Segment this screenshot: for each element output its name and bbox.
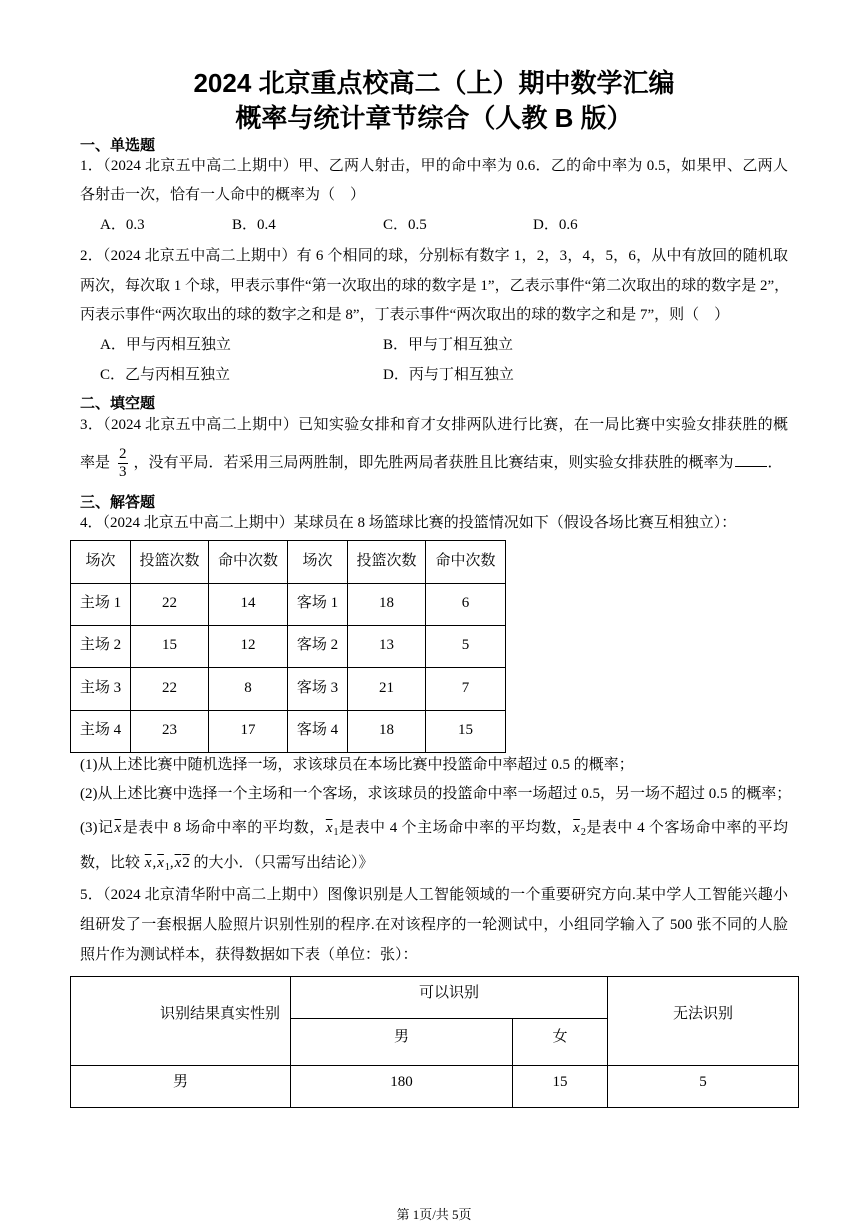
away-made: 7 (426, 668, 506, 711)
home-made: 17 (209, 711, 288, 753)
unrecognized-count: 5 (608, 1066, 799, 1108)
question-1-option-d: D．0.6 (533, 217, 578, 233)
question-4-intro: 4．（2024 北京五中高二上期中）某球员在 8 场篮球比赛的投篮情况如下（假设各场比赛互相独立）： (80, 515, 737, 531)
compare-mean-home-subscript: 1 (164, 862, 170, 873)
home-made: 14 (209, 584, 288, 626)
compare-mean-home: $\overline{x}$ (157, 855, 164, 871)
question-3-text-line-1: 3．（2024 北京五中高二上期中）已知实验女排和育才女排两队进行比赛，在一局比赛中实验女排获胜的概 (80, 417, 788, 433)
question-3-text-after-fraction: ，没有平局．若采用三局两胜制，即先胜两局者获胜且比赛结束，则实验女排获胜的概率为 (133, 455, 734, 471)
table-row (71, 626, 506, 668)
home-attempts: 22 (131, 668, 209, 711)
fraction-denominator: 3 (119, 464, 127, 481)
section-heading-single-choice: 一、单选题 (80, 137, 156, 154)
compare-separator: , (152, 855, 157, 871)
question-3-end-punctuation: ． (767, 455, 783, 471)
question-2-text-line-2: 两次，每次取 1 个球，甲表示事件“第一次取出的球的数字是 1”，乙表示事件“第二次取出的球的数字是 2”， (80, 278, 790, 294)
away-game-label: 客场 2 (288, 626, 348, 668)
question-4-part-2: (2)从上述比赛中选择一个主场和一个客场，求该球员的投篮命中率一场超过 0.5，另一场不超过 0.5 的概率； (80, 786, 792, 802)
question-5-text-line-2: 组研发了一套根据人脸照片识别性别的程序.在对该程序的一轮测试中，小组同学输入了 500 张不同的人脸 (80, 917, 788, 933)
question-5-text-line-3: 照片作为测试样本，获得数据如下表（单位：张）： (80, 947, 418, 963)
mean-away-description: 是表中 4 个客场命中率的平均 (585, 820, 788, 836)
question-1-option-b: B．0.4 (232, 217, 276, 233)
header-true-gender: 识别结果真实性别 (71, 977, 291, 1066)
header-recognized-female: 女 (513, 1019, 608, 1066)
recognized-female-count: 15 (513, 1066, 608, 1108)
home-game-label: 主场 1 (71, 584, 131, 626)
table-row (71, 1066, 799, 1108)
header-home-made: 命中次数 (209, 541, 288, 584)
question-3-text-line-2 (80, 443, 783, 483)
home-attempts: 22 (131, 584, 209, 626)
document-title-line-1: 2024 北京重点校高二（上）期中数学汇编 (193, 68, 675, 98)
answer-blank (735, 454, 767, 467)
fraction-numerator: 2 (119, 446, 127, 463)
question-1-text-line-1: 1．（2024 北京五中高二上期中）甲、乙两人射击，甲的命中率为 0.6．乙的命中率为 0.5，如果甲、乙两人 (80, 158, 788, 174)
question-1-text-line-2: 各射击一次，恰有一人命中的概率为（ ） (80, 187, 366, 203)
mean-all-description: 是表中 8 场命中率的平均数， (122, 820, 325, 836)
away-attempts: 13 (348, 626, 426, 668)
question-5-text-line-1: 5．（2024 北京清华附中高二上期中）图像识别是人工智能领域的一个重要研究方向.某中学人工智能兴趣小 (80, 887, 788, 903)
compare-mean-away-index: 2 (182, 855, 190, 871)
header-unrecognizable: 无法识别 (608, 977, 799, 1066)
mean-all-symbol: $\overline{x}$ (114, 820, 122, 836)
recognized-male-count: 180 (291, 1066, 513, 1108)
mean-home-description: 是表中 4 个主场命中率的平均数， (338, 820, 573, 836)
question-1-option-a: A．0.3 (100, 217, 145, 233)
away-made: 15 (426, 711, 506, 753)
header-home-game: 场次 (71, 541, 131, 584)
home-game-label: 主场 2 (71, 626, 131, 668)
header-recognizable: 可以识别 (291, 977, 608, 1019)
home-game-label: 主场 3 (71, 668, 131, 711)
away-attempts: 18 (348, 711, 426, 753)
table-header-row (71, 541, 506, 584)
away-made: 5 (426, 626, 506, 668)
probability-fraction (118, 446, 128, 481)
question-1-option-c: C．0.5 (383, 217, 427, 233)
home-made: 8 (209, 668, 288, 711)
compare-mean-away: $\overline{x}$ (174, 855, 182, 871)
part-3-compare-suffix: 的大小．（只需写出结论）》 (189, 855, 374, 871)
compare-separator: , (169, 855, 174, 871)
table-row (71, 711, 506, 753)
question-4-part-3-line-2 (80, 853, 374, 873)
question-2-option-c: C．乙与丙相互独立 (100, 367, 231, 383)
mean-away-subscript: 2 (580, 827, 586, 838)
compare-mean-all: $\overline{x}$ (144, 855, 152, 871)
question-4-part-3-line-1 (80, 818, 788, 838)
away-game-label: 客场 4 (288, 711, 348, 753)
home-attempts: 23 (131, 711, 209, 753)
mean-home-symbol: $\overline{x}$ (325, 820, 333, 836)
away-game-label: 客场 1 (288, 584, 348, 626)
section-heading-fill-blank: 二、填空题 (80, 395, 156, 412)
mean-away-symbol: $\overline{x}$ (573, 820, 580, 836)
question-2-option-b: B．甲与丁相互独立 (383, 337, 514, 353)
table-header-row (71, 977, 799, 1019)
section-heading-free-response: 三、解答题 (80, 494, 156, 511)
away-game-label: 客场 3 (288, 668, 348, 711)
part-3-prefix: (3)记 (80, 820, 114, 836)
header-away-attempts: 投篮次数 (348, 541, 426, 584)
question-2-text-line-3: 丙表示事件“两次取出的球的数字之和是 8”，丁表示事件“两次取出的球的数字之和是 7”，则（ ） (80, 307, 730, 323)
part-3-compare-prefix: 数，比较 (80, 855, 144, 871)
header-home-attempts: 投篮次数 (131, 541, 209, 584)
mean-home-subscript: 1 (333, 827, 339, 838)
question-2-option-d: D．丙与丁相互独立 (383, 367, 514, 383)
question-3-text-before-fraction: 率是 (80, 455, 111, 471)
question-4-part-1: (1)从上述比赛中随机选择一场，求该球员在本场比赛中投篮命中率超过 0.5 的概率； (80, 757, 634, 773)
header-away-made: 命中次数 (426, 541, 506, 584)
home-game-label: 主场 4 (71, 711, 131, 753)
header-away-game: 场次 (288, 541, 348, 584)
true-gender-cell: 男 (71, 1066, 291, 1108)
table-row (71, 584, 506, 626)
away-attempts: 21 (348, 668, 426, 711)
away-attempts: 18 (348, 584, 426, 626)
recognition-results-table (70, 976, 799, 1108)
question-2-option-a: A．甲与丙相互独立 (100, 337, 231, 353)
shooting-stats-table (70, 540, 506, 753)
page-footer: 第 1页/共 5页 (396, 1207, 472, 1222)
document-title-line-2: 概率与统计章节综合（人教 B 版） (235, 103, 633, 133)
question-2-text-line-1: 2．（2024 北京五中高二上期中）有 6 个相同的球，分别标有数字 1，2，3，4，5，6，从中有放回的随机取 (80, 248, 788, 264)
header-recognized-male: 男 (291, 1019, 513, 1066)
home-made: 12 (209, 626, 288, 668)
away-made: 6 (426, 584, 506, 626)
home-attempts: 15 (131, 626, 209, 668)
table-row (71, 668, 506, 711)
